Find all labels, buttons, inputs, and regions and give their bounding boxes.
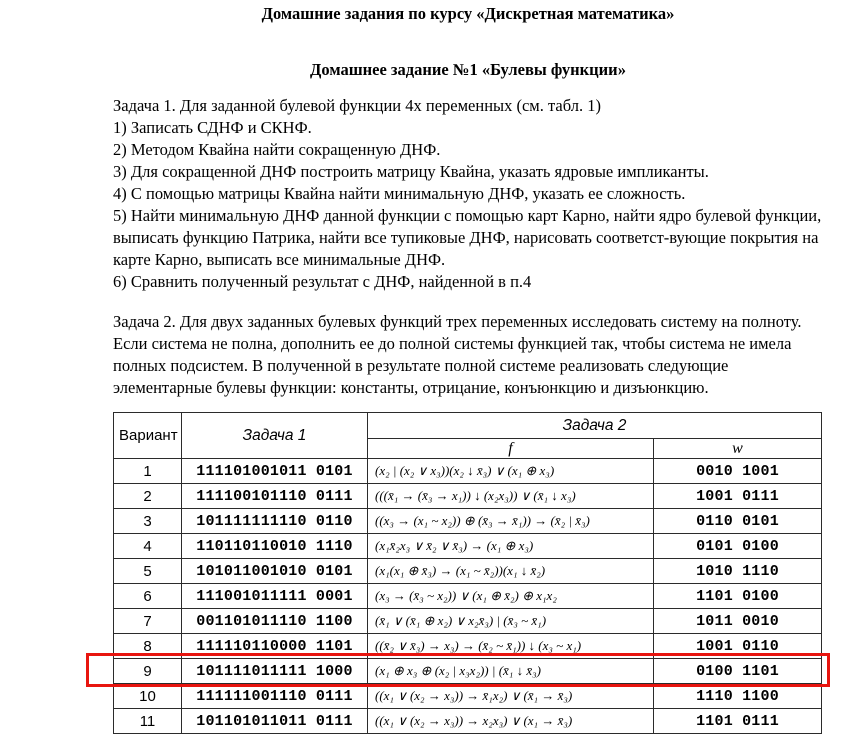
variant-cell: 10 [114,684,182,709]
variant-cell: 4 [114,534,182,559]
task1-item-5: 5) Найти минимальную ДНФ данной функции с помощью карт Карно, найти ядро булевой функции, выписать функцию Патрика, найти все тупиковые ДНФ, нарисовать соответст-вующие покрытия на карте Карно, выписать все минимальные ДНФ. [113,206,822,269]
f-formula-cell: ((x₃ → (x₁ ~ x₂)) ⊕ (x̄₃ → x̄₁)) → (x̄₂ | x̄₃) [368,509,654,534]
variant-cell: 8 [114,634,182,659]
table-row [114,509,822,534]
variant-cell: 9 [114,659,182,684]
table-row [114,634,822,659]
task1-item-4: 4) С помощью матрицы Квайна найти минимальную ДНФ, указать ее сложность. [113,184,686,203]
table-row [114,534,822,559]
col-header-task1: Задача 1 [182,413,368,459]
w-vector-cell: 0010 1001 [654,459,822,484]
f-formula-cell: ((x̄₂ ∨ x̄₃) → x₃) → (x̄₂ ~ x̄₁)) ↓ (x₃ ~ x₁) [368,634,654,659]
variant-cell: 11 [114,709,182,734]
doc-subtitle: Домашнее задание №1 «Булевы функции» [310,60,626,79]
w-vector-cell: 0100 1101 [654,659,822,684]
task1-vector-cell: 101111111110 0110 [182,509,368,534]
variants-table-wrap [113,412,823,734]
table-row [114,459,822,484]
col-header-w: w [654,439,822,459]
task1-vector-cell: 111111001110 0111 [182,684,368,709]
f-formula-cell: (((x̄₁ → (x̄₃ → x₁)) ↓ (x₂x₃)) ∨ (x̄₁ ↓ x₃) [368,484,654,509]
variant-cell: 7 [114,609,182,634]
task1-item-2: 2) Методом Квайна найти сокращенную ДНФ. [113,140,441,159]
task1-vector-cell: 101111011111 1000 [182,659,368,684]
task1-vector-cell: 101011001010 0101 [182,559,368,584]
task1-vector-cell: 111101001011 0101 [182,459,368,484]
w-vector-cell: 0110 0101 [654,509,822,534]
w-vector-cell: 1101 0111 [654,709,822,734]
f-formula-cell: (x₃ → (x̄₃ ~ x₂)) ∨ (x₁ ⊕ x̄₂) ⊕ x₁x₂ [368,584,654,609]
f-formula-cell: (x₂ | (x₂ ∨ x₃))(x₂ ↓ x̄₃) ∨ (x₁ ⊕ x₃) [368,459,654,484]
task1-vector-cell: 001101011110 1100 [182,609,368,634]
f-formula-cell: (x₁(x₁ ⊕ x̄₃) → (x₁ ~ x̄₂))(x₁ ↓ x̄₂) [368,559,654,584]
variant-cell: 3 [114,509,182,534]
table-row [114,559,822,584]
task1-item-6: 6) Сравнить полученный результат с ДНФ, найденной в п.4 [113,272,532,291]
col-header-task2: Задача 2 [368,413,822,439]
f-formula-cell: (x₁ ⊕ x₃ ⊕ (x₂ | x₃x₂)) | (x̄₁ ↓ x̄₃) [368,659,654,684]
table-row [114,484,822,509]
task1-vector-cell: 111110110000 1101 [182,634,368,659]
w-vector-cell: 1010 1110 [654,559,822,584]
variants-table [113,412,822,734]
w-vector-cell: 1101 0100 [654,584,822,609]
f-formula-cell: (x̄₁ ∨ (x̄₁ ⊕ x₂) ∨ x₂x̄₃) | (x̄₃ ~ x̄₁) [368,609,654,634]
table-row [114,609,822,634]
f-formula-cell: (x₁x̄₂x₃ ∨ x̄₂ ∨ x̄₃) → (x₁ ⊕ x₃) [368,534,654,559]
w-vector-cell: 0101 0100 [654,534,822,559]
table-row-highlighted [114,659,822,684]
w-vector-cell: 1001 0111 [654,484,822,509]
doc-title: Домашние задания по курсу «Дискретная математика» [261,4,675,23]
document-content [113,0,823,734]
w-vector-cell: 1001 0110 [654,634,822,659]
table-row [114,684,822,709]
variant-cell: 5 [114,559,182,584]
task1-vector-cell: 111001011111 0001 [182,584,368,609]
table-row [114,584,822,609]
variant-cell: 1 [114,459,182,484]
variant-cell: 6 [114,584,182,609]
task1-vector-cell: 101101011011 0111 [182,709,368,734]
task1-vector-cell: 111100101110 0111 [182,484,368,509]
task2-paragraph: Задача 2. Для двух заданных булевых функций трех переменных исследовать систему на полноту. Если система не полна, дополнить ее до полной системы функцией так, чтобы система не имела полных подсистем. В полученной в результате полной системе реализовать следующие элементарные булевы функции: константы, отрицание, конъюнкцию и дизъюнкцию. [113,312,802,397]
f-formula-cell: ((x₁ ∨ (x₂ → x₃)) → x₂x₃) ∨ (x₁ → x̄₃) [368,709,654,734]
col-header-variant: Вариант [114,413,182,459]
task1-vector-cell: 110110110010 1110 [182,534,368,559]
task1-item-3: 3) Для сокращенной ДНФ построить матрицу Квайна, указать ядровые импликанты. [113,162,709,181]
col-header-f: f [368,439,654,459]
w-vector-cell: 1110 1100 [654,684,822,709]
task1-intro: Задача 1. Для заданной булевой функции 4х переменных (см. табл. 1) [113,96,601,115]
table-row [114,709,822,734]
task1-item-1: 1) Записать СДНФ и СКНФ. [113,118,312,137]
w-vector-cell: 1011 0010 [654,609,822,634]
variant-cell: 2 [114,484,182,509]
f-formula-cell: ((x₁ ∨ (x₂ → x₃)) → x̄₁x₂) ∨ (x̄₁ → x̄₃) [368,684,654,709]
